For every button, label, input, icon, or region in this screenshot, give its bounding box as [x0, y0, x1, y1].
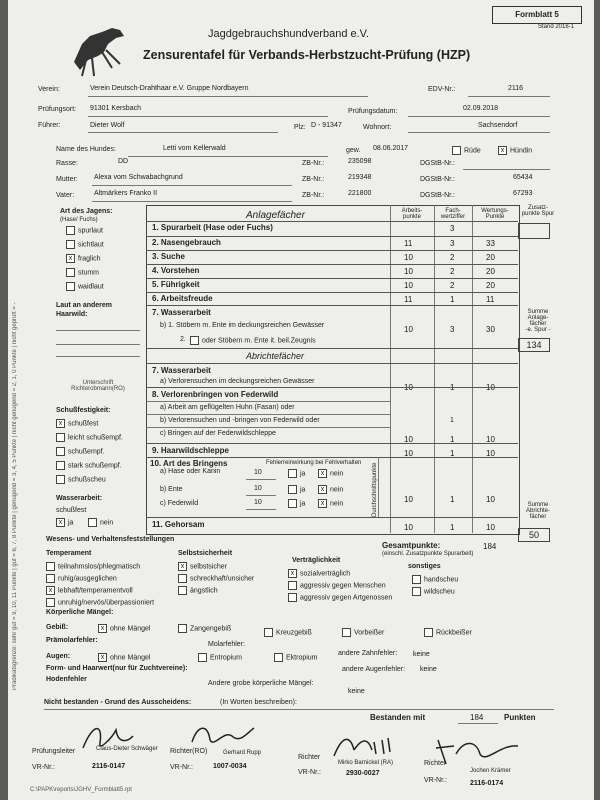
wohnort-value: Sachsendorf	[478, 122, 518, 129]
gehorsam11-wp: 10	[486, 523, 495, 532]
vert-option-2[interactable]	[288, 593, 392, 602]
wasser-ja[interactable]: x ja	[56, 518, 73, 527]
datum-value: 02.09.2018	[463, 105, 499, 112]
jagen-option-2[interactable]	[66, 254, 101, 263]
anlage-row-3-fw: 2	[450, 267, 455, 276]
col-fachwert: Fach- wertziffer	[440, 208, 466, 220]
selbst-option-1[interactable]	[178, 574, 254, 583]
temp-option-1[interactable]	[46, 574, 117, 583]
wasser7a-sub: a) Verlorensuchen im deckungsreichen Gewässer	[160, 378, 315, 385]
r2-vr-value: 2930-0027	[346, 770, 380, 777]
haar9-fw: 1	[450, 449, 455, 458]
gebiss-option-1-label: Zangengebiß	[190, 625, 232, 633]
score-table	[146, 205, 555, 540]
vater-dgstb-label: DGStB-Nr.:	[420, 192, 456, 199]
anlage-row-4-wp: 20	[486, 281, 495, 290]
wasser7-b2-option[interactable]: oder Stöbern m. Ente it. beil.Zeugnis	[190, 336, 316, 345]
ro-signature-icon	[188, 720, 258, 750]
ro-name: Gerhard Rupp	[223, 750, 262, 756]
nicht-bestanden-label: Nicht bestanden - Grund des Ausscheidens:	[44, 699, 192, 706]
wesen-title: Wesens- und Verhaltensfeststellungen	[46, 536, 175, 543]
augen-option-2-label: Ektropium	[286, 654, 318, 662]
wasser7-b1: b) 1. Stöbern m. Ente im deckungsreichen Gewässer	[160, 322, 325, 329]
jagen-option-4-label: waidlaut	[78, 283, 104, 291]
worten-label: (In Worten beschreiben):	[220, 699, 297, 706]
gebiss-option-0[interactable]	[98, 624, 150, 633]
jagen-option-1-checkbox[interactable]	[66, 240, 75, 249]
gebiss-option-1-checkbox[interactable]	[178, 624, 187, 633]
molar-label: Molarfehler:	[208, 641, 245, 648]
jagen-option-0-label: spurlaut	[78, 227, 103, 235]
gehorsam11-label: 11. Gehorsam	[152, 520, 205, 529]
feder8-label: 8. Verlorenbringen von Federwild	[152, 390, 279, 399]
anlage-row-5-ap: 11	[404, 295, 413, 304]
augen-label: Augen:	[46, 653, 71, 660]
anlage-header: Anlagefächer	[246, 210, 305, 221]
laut-sub: Haarwild:	[56, 311, 88, 318]
bestanden-value: 184	[470, 713, 484, 722]
selbst-option-2-label: ängstlich	[190, 587, 218, 595]
sonst-option-1-checkbox[interactable]	[412, 587, 421, 596]
vert-option-1-checkbox[interactable]	[288, 581, 297, 590]
vater-dgstb-value: 67293	[513, 190, 533, 197]
sonst-title: sonstiges	[408, 563, 441, 570]
wasser7a-ap: 10	[404, 383, 413, 392]
r2-name: Mirko Barnickel (RA)	[338, 760, 394, 766]
temp-option-3[interactable]	[46, 598, 154, 607]
r3-vr-label: VR-Nr.:	[424, 777, 447, 784]
augen-option-2[interactable]	[274, 653, 318, 662]
mutter-zb-label: ZB-Nr.:	[302, 176, 325, 183]
feder8-fw: 1	[450, 435, 455, 444]
augenfehler-value: keine	[420, 666, 437, 673]
anlage-row-5-wp: 11	[486, 295, 495, 304]
vater-zb-label: ZB-Nr.:	[302, 192, 325, 199]
mutter-dgstb-value: 65434	[513, 174, 533, 181]
schuss-option-1-checkbox[interactable]	[56, 433, 65, 442]
bringen-val-2: 10	[254, 499, 262, 506]
augen-option-1[interactable]	[198, 653, 242, 662]
wasser7-b2: 2.	[180, 336, 186, 343]
praemolar-label: Prämolarfehler:	[46, 637, 98, 644]
mutter-label: Mutter:	[56, 176, 78, 183]
plz-label: Plz:	[294, 124, 306, 131]
bringen-nein-1[interactable]: x nein	[318, 485, 343, 494]
jagen-option-1[interactable]	[66, 240, 104, 249]
report-path: C:\PAPK\reports\JGHV_Formblatt5.rpt	[30, 787, 132, 793]
schuss-option-2[interactable]	[56, 447, 105, 456]
sonst-option-1-label: wildscheu	[424, 588, 455, 596]
r2-label: Richter	[298, 754, 321, 761]
gew-value: 08.06.2017	[373, 145, 409, 152]
gebiss-option-2[interactable]	[264, 628, 312, 637]
bringen-c: c) Federwild	[160, 500, 199, 507]
grobe-label: Andere grobe körperliche Mängel:	[208, 680, 314, 687]
mutter-dgstb-label: DGStB-Nr.:	[420, 176, 456, 183]
zahn-value: keine	[413, 651, 430, 658]
gebiss-option-4[interactable]	[424, 628, 472, 637]
col-zusatz: Zusatz- punkte Spur	[521, 205, 555, 217]
gebiss-label: Gebiß:	[46, 624, 69, 631]
form-label: Form- und Haarwert(nur für Zuchtvereine):	[46, 665, 188, 672]
augen-option-1-checkbox[interactable]	[198, 653, 207, 662]
col-wertung: Wertungs- Punkte	[481, 208, 509, 220]
mutter-value: Alexa vom Schwabachgrund	[94, 174, 183, 181]
gebiss-option-1[interactable]	[178, 624, 231, 633]
datum-label: Prüfungsdatum:	[348, 108, 398, 115]
zusatz-box	[518, 223, 550, 239]
gebiss-option-2-label: Kreuzgebiß	[276, 629, 312, 637]
grobe-value: keine	[348, 688, 365, 695]
anlage-row-2-wp: 20	[486, 253, 495, 262]
jagen-option-0[interactable]	[66, 226, 103, 235]
summe-abricht-value: 50	[518, 528, 550, 542]
anlage-row-0-fw: 3	[450, 224, 455, 233]
gehorsam11-ap: 10	[404, 523, 413, 532]
gebiss-option-3-label: Vorbeißer	[354, 629, 385, 637]
jagen-option-4-checkbox[interactable]	[66, 282, 75, 291]
schuss-option-4[interactable]	[56, 475, 106, 484]
anlage-row-2-fw: 2	[450, 253, 455, 262]
vert-option-1-label: aggressiv gegen Menschen	[300, 582, 386, 590]
selbst-option-1-checkbox[interactable]	[178, 574, 187, 583]
rasse-label: Rasse:	[56, 160, 78, 167]
bestanden-label: Bestanden mit	[370, 713, 426, 722]
augenfehler-label: andere Augenfehler:	[342, 666, 406, 673]
selbst-option-2[interactable]	[178, 586, 218, 595]
vert-option-0[interactable]	[288, 569, 350, 578]
form-title: Zensurentafel für Verbands-Herbstzucht-Prüfung (HZP)	[143, 48, 471, 62]
gehorsam11-fw: 1	[450, 523, 455, 532]
form-sheet	[8, 0, 594, 800]
dgstb-label: DGStB-Nr.:	[420, 160, 456, 167]
dog-name-value: Letti vom Kellerwald	[163, 145, 226, 152]
haar9-ap: 10	[404, 449, 413, 458]
temp-option-0-checkbox[interactable]	[46, 562, 55, 571]
anlage-row-3-ap: 10	[404, 267, 413, 276]
sonst-option-0-checkbox[interactable]	[412, 575, 421, 584]
bringen10-ap: 10	[404, 495, 413, 504]
r3-vr-value: 2116-0174	[470, 780, 504, 787]
wasser-nein[interactable]: nein	[88, 518, 113, 527]
jagen-option-3-label: stumm	[78, 269, 99, 277]
bringen-a: a) Hase oder Kanin	[160, 468, 221, 475]
wasser-sub: schußfest	[56, 507, 87, 514]
fuehrer-value: Dieter Wolf	[90, 122, 125, 129]
bringen-nein-0[interactable]: x nein	[318, 469, 343, 478]
temp-option-2-label: lebhaft/temperamentvoll	[58, 587, 133, 595]
bringen-b: b) Ente	[160, 486, 183, 493]
huendin-option[interactable]: x Hündin	[498, 146, 532, 155]
mutter-zb-value: 219348	[348, 174, 372, 181]
temp-title: Temperament	[46, 550, 92, 557]
selbst-option-0-label: selbstsicher	[190, 563, 227, 571]
wasser7a-wp: 10	[486, 383, 495, 392]
ro-label: Richter(RO)	[170, 748, 208, 755]
feder8-wp: 10	[486, 435, 495, 444]
bringen-ja-0[interactable]: ja	[288, 469, 305, 478]
feder8-b: b) Verlorensuchen und -bringen von Federwild oder	[160, 417, 320, 424]
formblatt-label: Formblatt 5	[515, 10, 559, 19]
haar9-label: 9. Haarwildschleppe	[152, 446, 229, 455]
sonst-option-0[interactable]	[412, 575, 458, 584]
abricht-header: Abrichtefächer	[246, 351, 305, 361]
summe-anlage-label: Summe Anlage- fächer -e. Spur -	[525, 309, 551, 333]
org-name: Jagdgebrauchshundverband e.V.	[208, 28, 370, 40]
pl-name: Claus-Dieter Schwäger	[96, 746, 158, 752]
vert-option-0-checkbox[interactable]: x	[288, 569, 297, 578]
r3-label: Richter	[424, 760, 447, 767]
augen-option-1-label: Entropium	[210, 654, 242, 662]
bringen-val-0: 10	[254, 469, 262, 476]
r2-vr-label: VR-Nr.:	[298, 769, 321, 776]
r2-signature-icon	[328, 728, 398, 762]
schuss-option-2-label: schußempf.	[68, 448, 105, 456]
anlage-row-4-label: 5. Führigkeit	[152, 280, 200, 289]
ort-label: Prüfungsort:	[38, 106, 77, 113]
anlage-row-1-ap: 11	[404, 239, 413, 248]
selbst-option-0[interactable]	[178, 562, 227, 571]
anlage-row-4-fw: 2	[450, 281, 455, 290]
zahn-label: andere Zahnfehler:	[338, 650, 398, 657]
ro-signature-label: Unterschrift Richterobmann(RO)	[71, 380, 125, 392]
augen-option-0-label: ohne Mängel	[110, 654, 151, 662]
schuss-option-4-label: schußscheu	[68, 476, 106, 484]
temp-option-3-label: unruhig/nervös/überpassioniert	[58, 599, 155, 607]
fuehrer-label: Führer:	[38, 122, 61, 129]
schuss-option-0-checkbox[interactable]: x	[56, 419, 65, 428]
vert-option-2-label: aggressiv gegen Artgenossen	[300, 594, 393, 602]
koerper-title: Körperliche Mängel:	[46, 609, 114, 616]
anlage-row-1-label: 2. Nasengebrauch	[152, 238, 221, 247]
vert-option-2-checkbox[interactable]	[288, 593, 297, 602]
stand-label: Stand 2018-1	[538, 24, 575, 30]
selbst-option-2-checkbox[interactable]	[178, 586, 187, 595]
ro-vr-value: 1007-0034	[213, 763, 247, 770]
r3-name: Jochen Krämer	[470, 768, 511, 774]
schuss-option-4-checkbox[interactable]	[56, 475, 65, 484]
hoden-label: Hodenfehler	[46, 676, 87, 683]
jagen-option-2-label: fraglich	[78, 255, 101, 263]
anlage-row-0-label: 1. Spurarbeit (Hase oder Fuchs)	[152, 223, 273, 232]
augen-option-0-checkbox[interactable]: x	[98, 653, 107, 662]
anlage-row-5-label: 6. Arbeitsfreude	[152, 294, 213, 303]
dog-logo-icon	[68, 22, 130, 78]
jagen-option-2-checkbox[interactable]: x	[66, 254, 75, 263]
jagen-title: Art des Jagens:	[60, 208, 113, 215]
temp-option-1-checkbox[interactable]	[46, 574, 55, 583]
schuss-option-1[interactable]	[56, 433, 123, 442]
zb-label: ZB-Nr.:	[302, 160, 325, 167]
gebiss-option-0-label: ohne Mängel	[110, 625, 151, 633]
temp-option-2-checkbox[interactable]: x	[46, 586, 55, 595]
haar9-wp: 10	[486, 449, 495, 458]
vater-label: Vater:	[56, 192, 75, 199]
sonst-option-1[interactable]	[412, 587, 455, 596]
vater-zb-value: 221800	[348, 190, 372, 197]
summe-abricht-label: Summe Abrichte- fächer	[525, 502, 550, 520]
ort-value: 91301 Kersbach	[90, 105, 141, 112]
jagen-option-0-checkbox[interactable]	[66, 226, 75, 235]
selbst-option-0-checkbox[interactable]: x	[178, 562, 187, 571]
gew-label: gew.	[346, 147, 361, 154]
laut-title: Laut an anderem	[56, 302, 113, 309]
selbst-option-1-label: schreckhaft/unsicher	[190, 575, 255, 583]
jagen-option-3-checkbox[interactable]	[66, 268, 75, 277]
wasser7-fw: 3	[450, 325, 455, 334]
schuss-option-3-label: stark schußempf.	[68, 462, 122, 470]
feder8-ap: 10	[404, 435, 413, 444]
gesamt-sub: (einschl. Zusatzpunkte Spurarbeit)	[382, 551, 474, 557]
augen-option-0[interactable]	[98, 653, 150, 662]
vert-option-0-label: sozialverträglich	[300, 570, 351, 578]
anlage-row-1-wp: 33	[486, 239, 495, 248]
summe-anlage-value: 134	[518, 338, 550, 352]
feder8-b-fw: 1	[450, 417, 454, 424]
praedikat-side-text: Prädikatsgrenze: sehr gut = 9, 10, 11 Punkte | gut = 6, 7, 8 Punkte | genügend = 3, 4, 5 Punkte | nicht genügend = 2, 1, 0 Punkte | nicht geprüft = -	[12, 302, 18, 690]
sonst-option-0-label: handscheu	[424, 576, 459, 584]
anlage-row-3-label: 4. Vorstehen	[152, 266, 200, 275]
temp-option-0-label: teilnahmslos/phlegmatisch	[58, 563, 141, 571]
gesamt-value: 184	[483, 542, 497, 551]
bringen10-wp: 10	[486, 495, 495, 504]
augen-option-2-checkbox[interactable]	[274, 653, 283, 662]
schuss-title: Schußfestigkeit:	[56, 407, 111, 414]
wasser7-ap: 10	[404, 325, 413, 334]
feder8-a: a) Arbeit am geflügelten Huhn (Fasan) oder	[160, 404, 295, 411]
jagen-option-4[interactable]	[66, 282, 104, 291]
pl-vr-value: 2116-0147	[92, 763, 126, 770]
wasser7-wp: 30	[486, 325, 495, 334]
col-arbeitspunkte: Arbeits- punkte	[401, 208, 423, 220]
ruede-option[interactable]: Rüde	[452, 146, 481, 155]
anlage-row-3-wp: 20	[486, 267, 495, 276]
bringen-val-1: 10	[254, 485, 262, 492]
vater-value: Altmärkers Franko II	[94, 190, 158, 197]
bringen-nein-2[interactable]: x nein	[318, 499, 343, 508]
wasser7a-label: 7. Wasserarbeit	[152, 366, 211, 375]
wasser7a-fw: 1	[450, 383, 455, 392]
gebiss-option-2-checkbox[interactable]	[264, 628, 273, 637]
gebiss-option-3-checkbox[interactable]	[342, 628, 351, 637]
anlage-row-5-fw: 1	[450, 295, 455, 304]
bringen-ja-1[interactable]: ja	[288, 485, 305, 494]
schuss-option-1-label: leicht schußempf.	[68, 434, 123, 442]
gebiss-option-4-checkbox[interactable]	[424, 628, 433, 637]
anlage-row-2-label: 3. Suche	[152, 252, 185, 261]
durchschnitt-vertical: Durchschnittspunkte	[372, 462, 378, 517]
temp-option-3-checkbox[interactable]	[46, 598, 55, 607]
rasse-value: DD	[118, 158, 129, 165]
bringen-ja-2[interactable]: ja	[288, 499, 305, 508]
gebiss-option-0-checkbox[interactable]: x	[98, 624, 107, 633]
formblatt-box	[492, 6, 582, 24]
selbst-title: Selbstsicherheit	[178, 550, 233, 557]
temp-option-0[interactable]	[46, 562, 140, 571]
temp-option-2[interactable]	[46, 586, 133, 595]
schuss-option-3[interactable]	[56, 461, 122, 470]
ro-vr-label: VR-Nr.:	[170, 764, 193, 771]
schuss-option-2-checkbox[interactable]	[56, 447, 65, 456]
jagen-option-1-label: sichtlaut	[78, 241, 104, 249]
jagen-subtitle: (Hase/ Fuchs)	[60, 217, 98, 223]
wasser7-label: 7. Wasserarbeit	[152, 308, 211, 317]
plz-value: D - 91347	[311, 122, 342, 129]
anlage-row-2-ap: 10	[404, 253, 413, 262]
punkten-label: Punkten	[504, 713, 536, 722]
edv-value: 2116	[508, 85, 524, 92]
pl-vr-label: VR-Nr.:	[32, 764, 55, 771]
verein-label: Verein:	[38, 86, 60, 93]
edv-label: EDV-Nr.:	[428, 86, 456, 93]
pl-label: Prüfungsleiter	[32, 748, 76, 755]
fehler-title: Fehlerreinwirkung bei Fehlverhalten	[266, 460, 362, 466]
bringen10-fw: 1	[450, 495, 455, 504]
gesamt-label: Gesamtpunkte:	[382, 541, 441, 550]
vert-option-1[interactable]	[288, 581, 386, 590]
gebiss-option-4-label: Rückbeißer	[436, 629, 472, 637]
feder8-c: c) Bringen auf der Federwildschleppe	[160, 430, 276, 437]
schuss-option-0-label: schußfest	[68, 420, 99, 428]
schuss-option-3-checkbox[interactable]	[56, 461, 65, 470]
dog-name-label: Name des Hundes:	[56, 146, 116, 153]
temp-option-1-label: ruhig/ausgeglichen	[58, 575, 117, 583]
schuss-option-0[interactable]	[56, 419, 98, 428]
wasser-title: Wasserarbeit:	[56, 495, 103, 502]
anlage-row-1-fw: 3	[450, 239, 455, 248]
wohnort-label: Wohnort:	[363, 124, 392, 131]
bringen10-label: 10. Art des Bringens	[150, 459, 228, 468]
gebiss-option-3[interactable]	[342, 628, 384, 637]
anlage-row-4-ap: 10	[404, 281, 413, 290]
zb-value: 235098	[348, 158, 372, 165]
verein-value: Verein Deutsch-Drahthaar e.V. Gruppe Nordbayern	[90, 85, 249, 92]
vert-title: Verträglichkeit	[292, 557, 341, 564]
jagen-option-3[interactable]	[66, 268, 99, 277]
